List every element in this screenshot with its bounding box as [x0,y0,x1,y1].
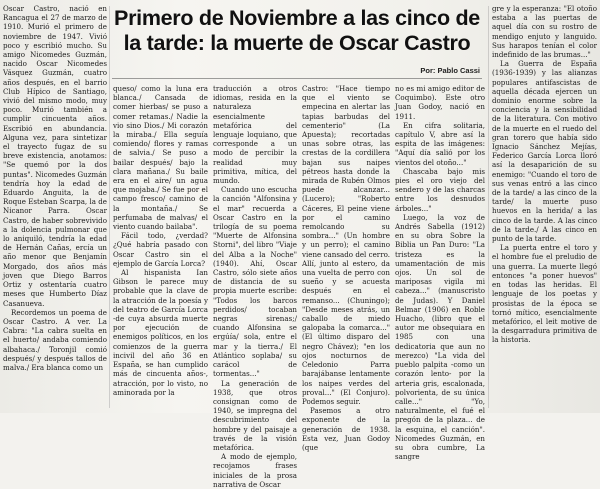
article-column-5 [395,84,485,462]
article-column-2 [113,84,208,410]
article-headline: Primero de Noviembre a las cinco de la tarde: la muerte de Oscar Castro [114,6,480,55]
column-2-paragraph: Al hispanista Ian Gibson le parece muy probable que la clave de la atracción de la poesía y del teatro de García Lorca -de cuya absurda muerte por ejecución de enemigos políticos, en los comienzos de la guerra incivil del año 36 en España, se han cumplido más de cincuenta años-, atracción, por lo visto, no aminorada por la [113,268,208,397]
column-2-paragraph: queso/ como la luna era blanca./ Cansada de comer hierbas/ se puso a comer retamas./ Nadie la vio sino Dios./ Mi corazón la miraba./ Ella seguía comiendo/ flores y ramas de salvia./ Se puso a bailar después/ bajo la clara mañana./ Su baile era en el aire/ un agua que mojaba./ Se fue por el campo fresco/ camino de la montaña./ Se perfumaba de malvas/ el viento cuando bailaba". [113,84,208,232]
column-5-paragraph: Luego, la voz de Andrés Sabella (1912) en su obra Sobre la Biblia un Pan Duro: "La tristeza es la umamentación de mis ojos. Un sol de mariposas vigila mi cabeza..." (manuscristo de Judas). Y Daniel Belmar (1906) en Roble Huacho, (libro que el autor me obsequiara en 1985 con una dedicatoria que aun no merezco) "La vida del pueblo palpita -como un corazón lento- por la arteria gris, escalonada, polvorienta, de su única calle..." "Yo, naturalmente, el fué el pregón de la plaza... de la esquina, el canción". Nicomedes Guzmán, en su obra cumbre, La sangre [395,212,485,462]
column-5-paragraph: no es mi amigo editor de Coquimbo). Este otro Juan Godoy, nació en 1911. [395,84,485,121]
column-6-paragraph: La puerta entre el toro y el hombre fue el preludio de una guerra. La muerte llegó entonces "a poner huevos" en todas las heridas. El lenguaje de los poetas y prosistas de la época se tornó mítico, esencialmente metafórico, el leit motive de la desgarradura primitiva de la historia. [492,243,597,345]
column-5-paragraph: Chascaba bajo mis pies el oro viejo del sendero y de las charcas entre los desnudos árboles..." [395,166,485,213]
column-2-paragraph: Fácil todo, ¿verdad? ¿Qué habría pasado con Oscar Castro sin el ejemplo de García Lorca? [113,231,208,268]
column-3-paragraph: La generación de 1938, que otros consignan como de 1940, se impregna del descubrimiento del hombre y del paisaje a través de la visión metafórica. [213,378,297,452]
column-divider [109,6,110,408]
column-6-paragraph: La Guerra de España (1936-1939) y las alianzas populares antifascistas de aquella década ejercen un dominio enorme sobre la conciencia y la sensibilidad de la literatura. Con motivo de la muerte en el ruedo del gran torero que había sido Ignacio Sánchez Mejías, Federico García Lorca lloró así la desaparición de su enemigo: "Cuando el toro de sus venas entró a las cinco de la tarde/ a las cinco de la tarde/ la muerte puso huevos en la herida/ a las cinco de la tarde. A las cinco de la tarde./ A las cinco en punto de la tarde. [492,59,597,244]
column-4-paragraph: Castro: "Hace tiempo que el viento se empecina en alertar las tapias barbudas del cementerio" (La Apuesta); recortadas unas sobre otras, las crestas de la cordillera bajan sus naipes pétreos hasta donde la mirada de Rubén Olmos puede alcanzar... (Lucero); "Roberto Cáceres, El peine viene por el camino remolcando su sombra..." (Un hombre y un perro); el camino viene cansado del cerro. Allí, junto al estero, da una vuelta de perro con sueño y se acuesta después en el remanso... (Chuningo); "Desde meses atrás, un caballo de miedo galopaba la comarca..." (El último disparo del negro Chávez); "en los ojos nocturnos de Celedonio Parra barajábanse lentamente los naipes verdes del proval..." (El Conjuro). Podemos seguir. [302,84,390,406]
article-column-4 [302,84,390,452]
column-1-paragraph: Recordemos un poema de Oscar Castro. A ver. La Cabra: "La cabra suelta en el huerto/ andaba comiendo albahaca./ Toronjil comió después/ y después tallos de malva./ Era blanca como un [3,307,107,372]
column-6-paragraph: gre y la esperanza: "El otoño estaba a las puertas de aquel día con su rostro de mendigo enjuto y languido. Sus harapos tenían el color indefinido de las brumas..." [492,4,597,60]
column-1-paragraph: Oscar Castro, nació en Rancagua el 27 de marzo de 1910. Murió el primero de noviembre de 1947. Vivió poco y escribió mucho. Su amigo Nicomedes Guzmán, nacido Oscar Nicomedes Vásquez Guzmán, cuatro años después, en el barrio Club Hípico de Santiago, vivió del mismo modo, muy poco. Murió también a cumplir cincuenta años. Escribió en abundancia. Alguna vez, para sintetizar el trayecto fugaz de su breve existencia, anotamos: "Se quemó por la dos puntas". Nicomedes Guzmán tendría hoy la edad de Eduardo Anguita, la de Roque Esteban Scarpa, la de Nicanor Parra. Oscar Castro, de haber sobrevivido a la dolencia pulmonar que lo aniquiló, tendría la edad de Hernán Cañas, ercía un año menor que Benjamín Morgado, dos años más joven que Diego Barros Ortiz y ostentaría cuatro meses que Humberto Díaz Casanueva. [3,4,107,308]
column-3-paragraph: Cuando uno escucha la canción "Alfonsina y el mar" recuerda a Oscar Castro en la trilogía de su poema "Muerte de Alfonsina Storni", del libro "Viaje del Alba a la Noche" (1940). Ahí, Oscar Castro, sólo siete años de distancia de su propia muerte escribe: "Todos los barcos perdidos/ tocaban negras sirenas;/ cuando Alfonsina se ergúía/ sola, entre el mar y la tierra./ El Atlántico soplaba/ su carácol de tormentas..." [213,185,297,379]
article-column-6 [492,4,597,410]
article-column-3 [213,84,297,489]
column-4-paragraph: Pasemos a otro exponente de la generación de 1938. Esta vez, Juan Godoy (que [302,406,390,452]
column-divider [488,6,489,408]
article-byline: Por: Pablo Cassi [420,66,480,75]
headline-rule [112,78,482,79]
column-5-paragraph: En cifra solitaria, capítulo V, abre así la espita de las imágenes: "Aquí día salió por los vientos del otoño..." [395,120,485,167]
column-3-paragraph: A modo de ejemplo, recojamos frases iniciales de la prosa narrativa de Oscar [213,452,297,489]
column-3-paragraph: traducción a otros idiomas, resida en la naturaleza esencialmente metafórica del lenguaje loquiano, que corresponde a un modo de percibir la realidad muy primitiva, mítica, del mundo. [213,84,297,186]
article-column-1 [3,4,107,410]
